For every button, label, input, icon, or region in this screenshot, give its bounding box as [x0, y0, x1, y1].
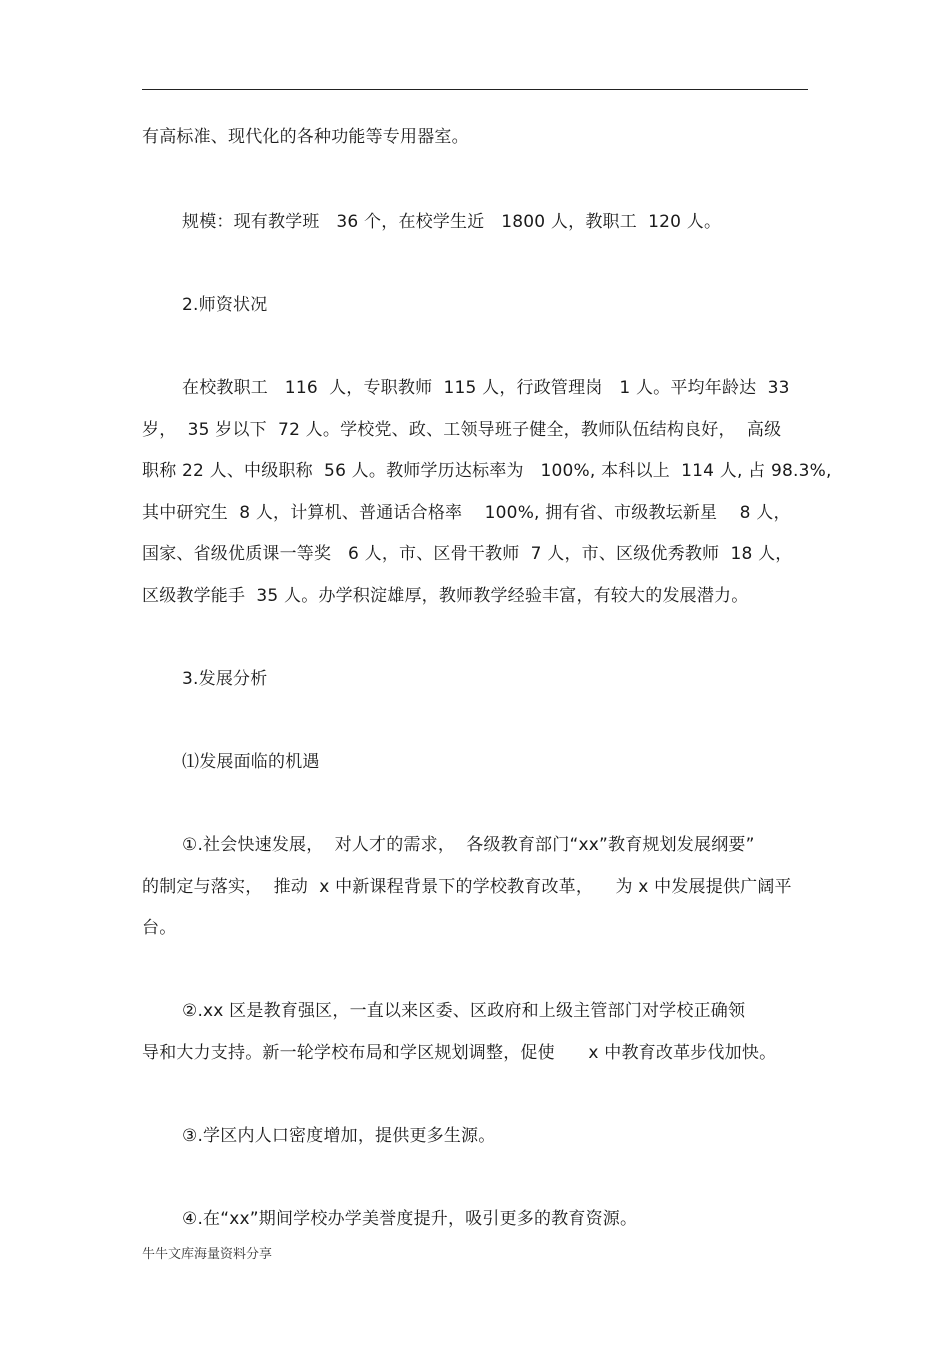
- intro-line: 有高标准、现代化的各种功能等专用器室。: [142, 127, 469, 147]
- opportunity-item-1-line: 台。: [142, 918, 177, 938]
- opportunity-item-4: ④.在“xx”期间学校办学美誉度提升，吸引更多的教育资源。: [182, 1209, 638, 1229]
- footer-text: 牛牛文库海量资料分享: [142, 1247, 273, 1262]
- teachers-paragraph-line: 岁， 35 岁以下 72 人。学校党、政、工领导班子健全，教师队伍结构良好， 高级: [142, 420, 782, 440]
- header-rule: [142, 89, 808, 90]
- opportunity-item-2-line: ②.xx 区是教育强区，一直以来区委、区政府和上级主管部门对学校正确领: [182, 1001, 746, 1021]
- teachers-paragraph-line: 国家、省级优质课一等奖 6 人，市、区骨干教师 7 人，市、区级优秀教师 18 人，: [142, 544, 793, 564]
- section-heading-analysis: 3.发展分析: [182, 669, 268, 689]
- teachers-paragraph-line: 区级教学能手 35 人。办学积淀雄厚，教师教学经验丰富，有较大的发展潜力。: [142, 586, 749, 606]
- subsection-heading-opportunities: ⑴发展面临的机遇: [182, 752, 320, 772]
- scale-line: 规模：现有教学班 36 个，在校学生近 1800 人，教职工 120 人。: [182, 212, 722, 232]
- opportunity-item-1-line: 的制定与落实， 推动 x 中新课程背景下的学校教育改革， 为 x 中发展提供广阔平: [142, 877, 792, 897]
- teachers-paragraph-line: 职称 22 人、中级职称 56 人。教师学历达标率为 100%, 本科以上 114 人, 占 98.3%,: [142, 461, 832, 481]
- section-heading-teachers: 2.师资状况: [182, 295, 268, 315]
- opportunity-item-2-line: 导和大力支持。新一轮学校布局和学区规划调整，促使 x 中教育改革步伐加快。: [142, 1043, 777, 1063]
- teachers-paragraph-line: 在校教职工 116 人，专职教师 115 人，行政管理岗 1 人。平均年龄达 33: [182, 378, 790, 398]
- opportunity-item-3: ③.学区内人口密度增加，提供更多生源。: [182, 1126, 496, 1146]
- opportunity-item-1-line: ①.社会快速发展， 对人才的需求， 各级教育部门“xx”教育规划发展纲要”: [182, 835, 755, 855]
- teachers-paragraph-line: 其中研究生 8 人，计算机、普通话合格率 100%, 拥有省、市级教坛新星 8 人，: [142, 503, 791, 523]
